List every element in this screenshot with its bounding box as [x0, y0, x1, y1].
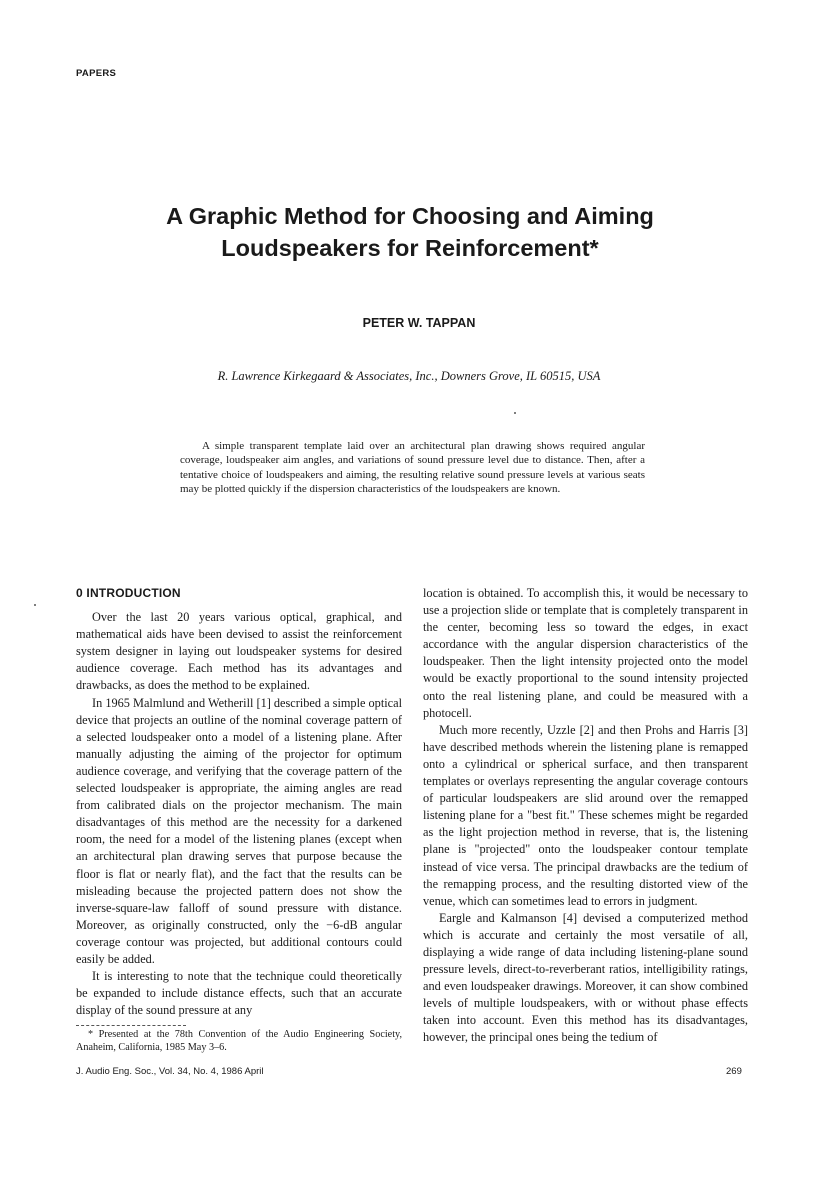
left-column: [76, 585, 402, 1019]
body-paragraph: Eargle and Kalmanson [4] devised a computerized method which is accurate and certainly the most versatile of all, displaying a wide range of data including listening-plane sound pressure levels, direct-to-reverberant ratios, intelligibility ratings, and even loudspeaker drawings. Moreover, it can show combined levels of multiple loudspeakers, with or without phase effects taken into account. Even this method has its disadvantages, however, the principal ones being the tedium of: [423, 910, 748, 1045]
body-paragraph: Over the last 20 years various optical, graphical, and mathematical aids have been devised to assist the reinforcement system designer in laying out loudspeaker systems for desired audience coverage. Each method has its advantages and drawbacks, as does the method to be explained.: [76, 610, 402, 693]
body-paragraph: Much more recently, Uzzle [2] and then Prohs and Harris [3] have described methods wherein the listening plane is remapped onto a cylindrical or spherical surface, and then transparent templates or overlays representing the angular coverage contours of particular loudspeakers are slid around over the remapped listening plane for a "best fit." These schemes might be regarded as the light projection method in reverse, that is, the listening plane is "projected" onto the loudspeaker contour template instead of vice versa. The principal drawbacks are the tedium of the remapping process, and the resulting distorted view of the venue, which can sometimes lead to errors in judgment.: [423, 722, 748, 908]
body-paragraph: In 1965 Malmlund and Wetherill [1] described a simple optical device that projects an outline of the nominal coverage pattern of a selected loudspeaker onto a model of a listening plane. After manually adjusting the aiming of the projector for optimum audience coverage, and verifying that the coverage pattern of the selected loudspeaker is appropriate, the aiming angles are read from calibrated dials on the projector mechanism. The main disadvantages of this method are the necessity for a darkened room, the need for a model of the listening planes (except when an architectural plan drawing serves that purpose because the floor is flat or nearly flat), and the fact that the results can be misleading because the projected pattern does not show the inverse-square-law falloff of sound pressure with distance. Moreover, as originally constructed, only the −6-dB angular coverage contour was projected, but additional contours could easily be added.: [76, 695, 402, 966]
abstract: A simple transparent template laid over an architectural plan drawing shows required angular coverage, loudspeaker aim angles, and variations of sound pressure level due to distance. Then, after a tentative choice of loudspeakers and aiming, the resulting relative sound pressure levels at various seats may be plotted quickly if the dispersion characteristics of the loudspeakers are known.: [180, 440, 645, 496]
author-affiliation: R. Lawrence Kirkegaard & Associates, Inc., Downers Grove, IL 60515, USA: [217, 369, 601, 383]
scan-speck: [514, 412, 516, 414]
body-paragraph: It is interesting to note that the technique could theoretically be expanded to include distance effects, such that an accurate display of the sound pressure at any: [76, 969, 402, 1018]
body-paragraph: location is obtained. To accomplish this, it would be necessary to use a projection slide or template that is completely transparent in the center, becoming less so toward the edges, in exact accordance with the angular dispersion characteristics of the loudspeaker. Then the light intensity projected onto the model would be exactly proportional to the sound intensity projected onto the real listening plane, and could be measured with a photocell.: [423, 586, 748, 720]
footnote: * Presented at the 78th Convention of the Audio Engineering Society, Anaheim, California, 1985 May 3–6.: [76, 1029, 402, 1053]
scan-speck: [34, 604, 36, 606]
section-heading: 0 INTRODUCTION: [76, 586, 181, 600]
footnote-rule: [76, 1025, 186, 1026]
footer-journal: J. Audio Eng. Soc., Vol. 34, No. 4, 1986 April: [76, 1066, 264, 1077]
paper-title: A Graphic Method for Choosing and Aiming Loudspeakers for Reinforcement*: [166, 203, 654, 261]
running-header: PAPERS: [76, 68, 117, 79]
page-number: 269: [726, 1066, 742, 1077]
right-column: [423, 585, 748, 1047]
author-name: PETER W. TAPPAN: [362, 316, 476, 330]
